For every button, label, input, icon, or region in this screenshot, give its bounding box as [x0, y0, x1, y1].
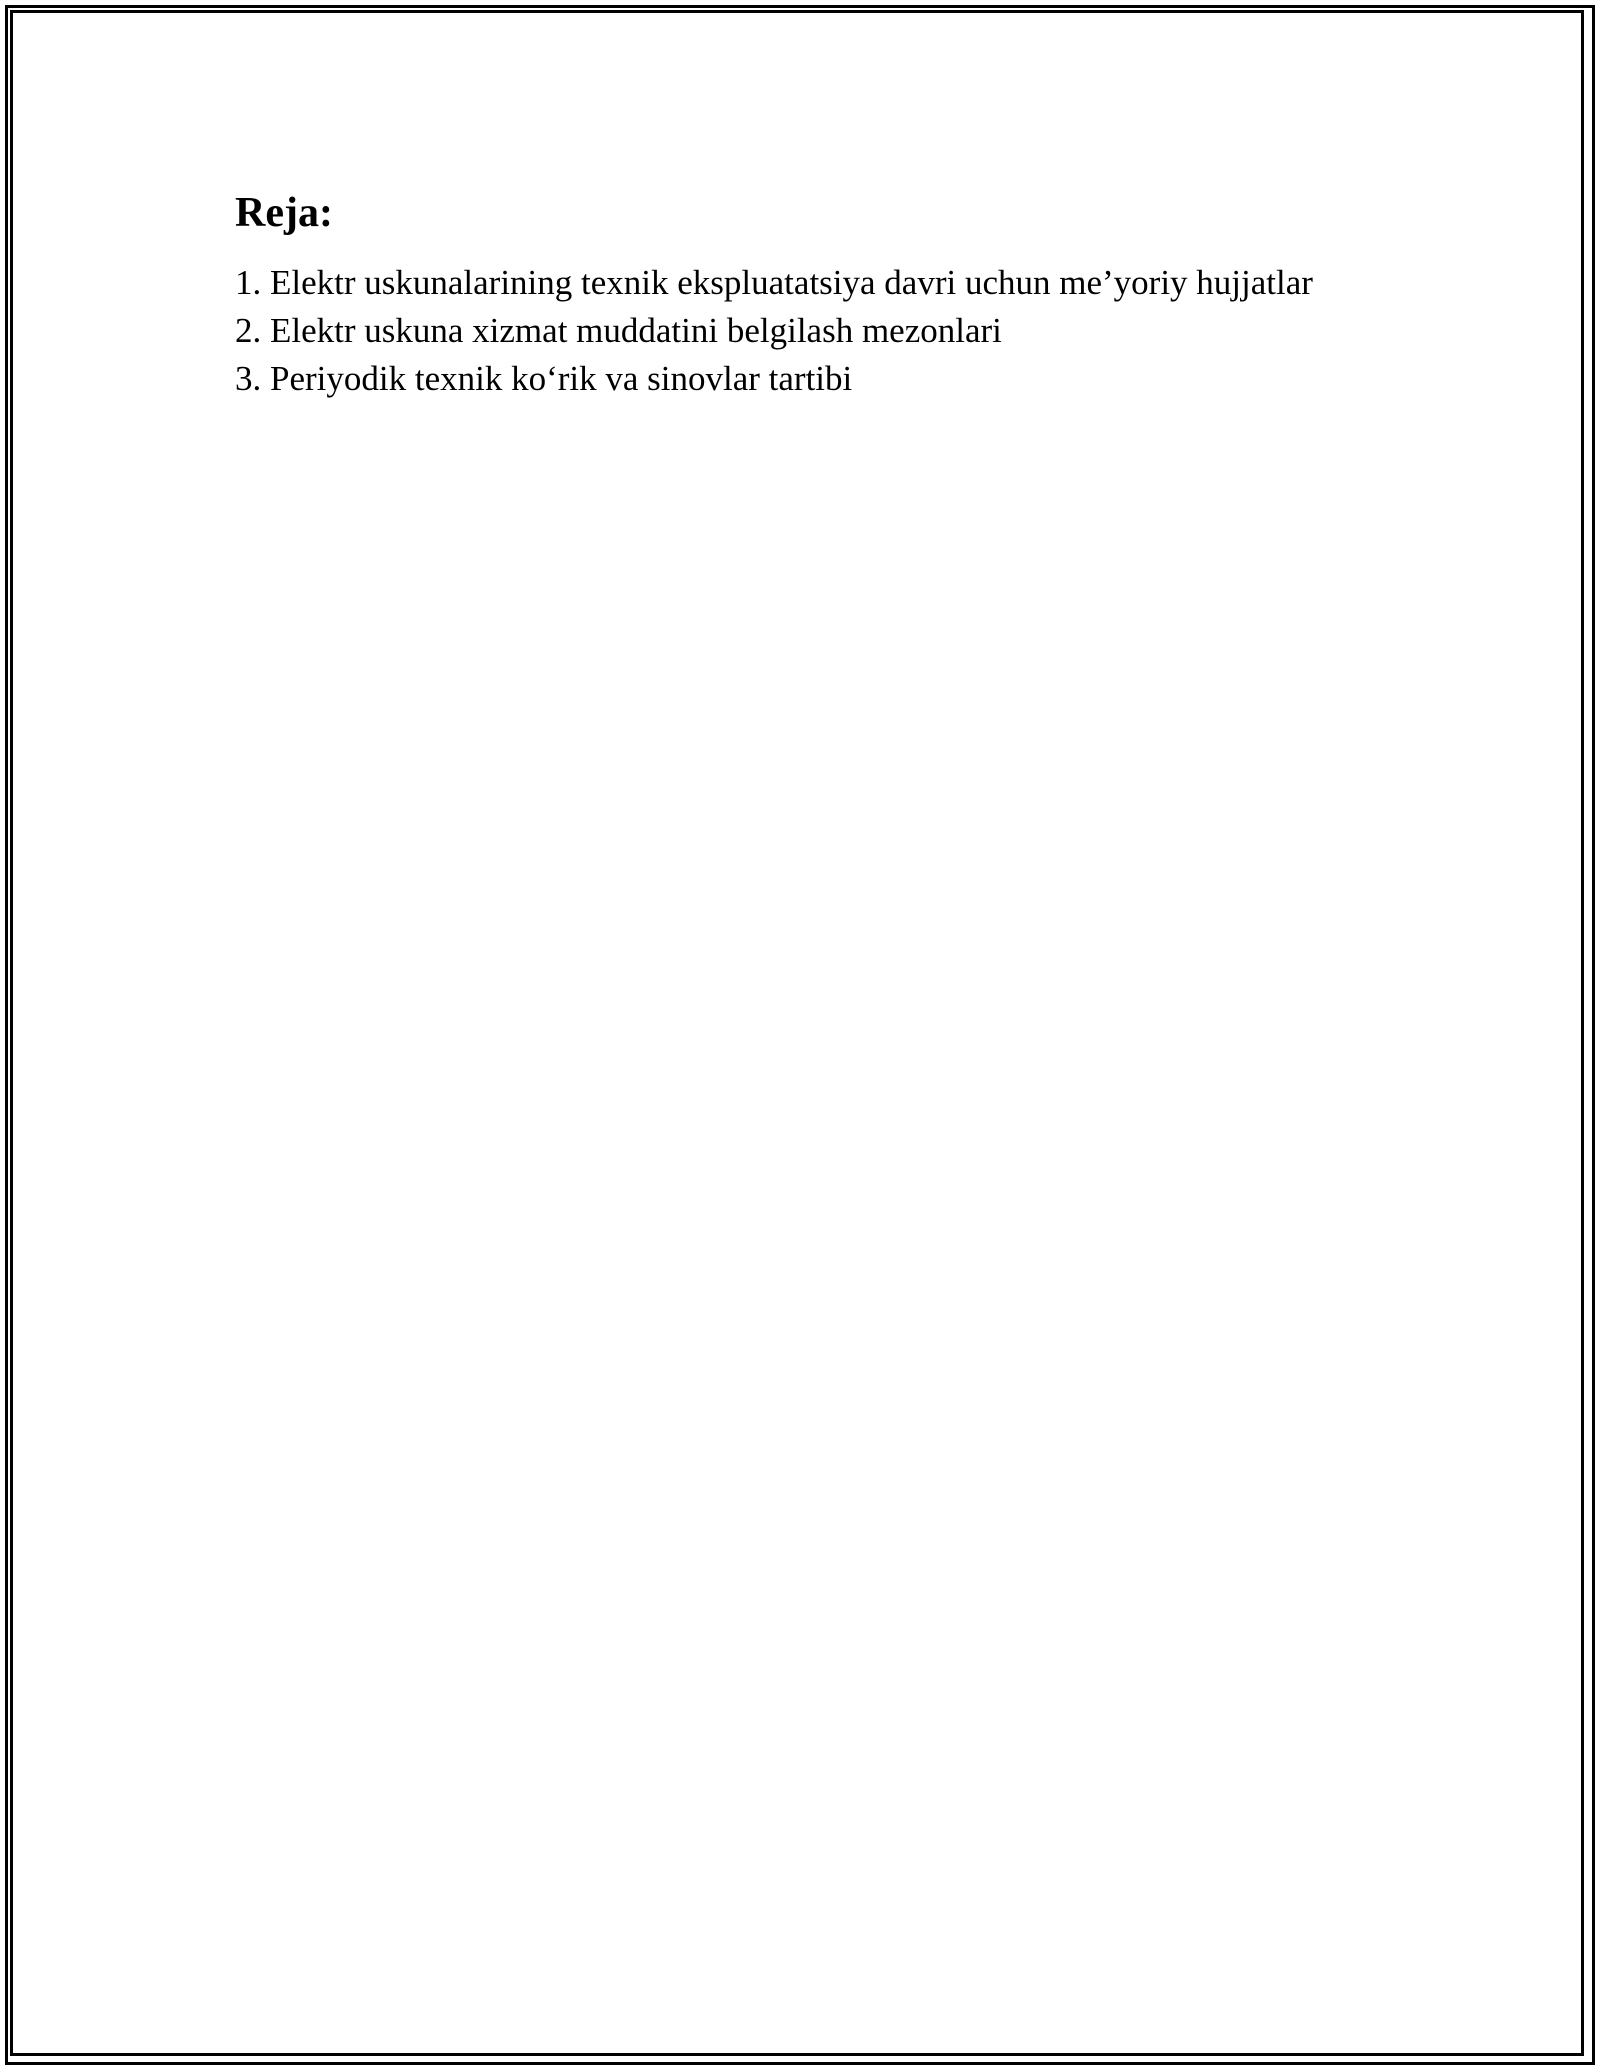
plan-item-1: 1. Elektr uskunalarining texnik ekspluatatsiya davri uchun me’yoriy hujjatlar [235, 263, 1313, 302]
plan-list [235, 259, 1435, 403]
plan-item-2: 2. Elektr uskuna xizmat muddatini belgilash mezonlari [235, 311, 1002, 350]
plan-item-3: 3. Periyodik texnik ko‘rik va sinovlar tartibi [235, 359, 853, 398]
plan-heading: Reja: [235, 190, 333, 236]
document-body [235, 185, 1435, 403]
